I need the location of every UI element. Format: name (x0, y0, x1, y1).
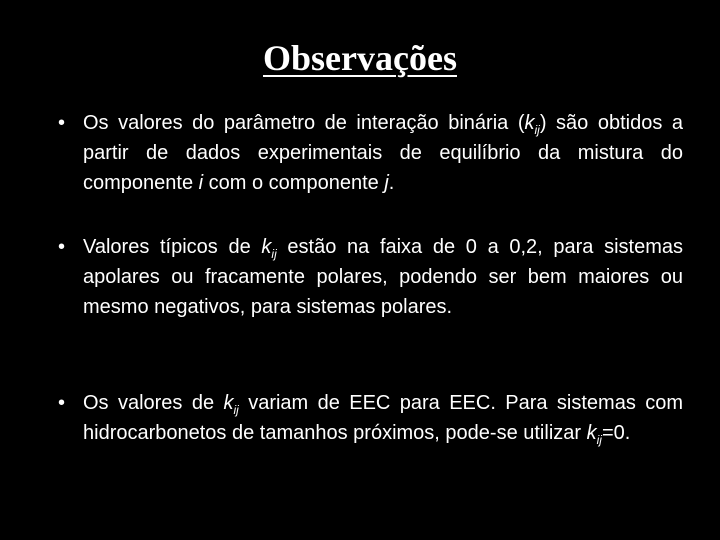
bullet-text (83, 388, 683, 448)
slide-title: Observações (263, 38, 457, 78)
bullet-text-part: Os valores do parâmetro de interação binária ( (83, 112, 525, 134)
subscript-text: ij (233, 403, 239, 417)
symbol-i: i (198, 172, 204, 194)
symbol-k: k (524, 112, 535, 134)
bullet-text (83, 108, 683, 198)
subscript-text: ij (534, 123, 540, 137)
bullet-text-part: =0. (601, 422, 631, 444)
bullet-marker: • (58, 112, 66, 134)
bullet-text-part: com o componente (203, 172, 385, 194)
bullet-text-part: variam de EEC para EEC. Para sistemas com hidrocarbonetos de tamanhos próximos, pode-se utilizar (83, 392, 683, 444)
symbol-k: k (261, 236, 272, 258)
subscript-text: ij (271, 247, 277, 261)
subscript-text: ij (596, 433, 602, 447)
symbol-k: k (586, 422, 597, 444)
bullet-marker: • (58, 236, 66, 258)
symbol-j: j (384, 172, 389, 194)
bullet-text-part: Os valores de (83, 392, 224, 414)
bullet-text-part: estão na faixa de 0 a 0,2, para sistemas apolares ou fracamente polares, podendo ser bem maiores ou mesmo negativos, para sistemas polares. (83, 236, 684, 318)
bullet-text-part: . (388, 172, 395, 194)
bullet-marker: • (58, 392, 66, 414)
bullet-text-part: ) são obtidos a partir de dados experimentais de equilíbrio da mistura do componente (83, 112, 683, 194)
symbol-k: k (223, 392, 234, 414)
bullet-text (83, 232, 683, 322)
bullet-text-part: Valores típicos de (83, 236, 262, 258)
